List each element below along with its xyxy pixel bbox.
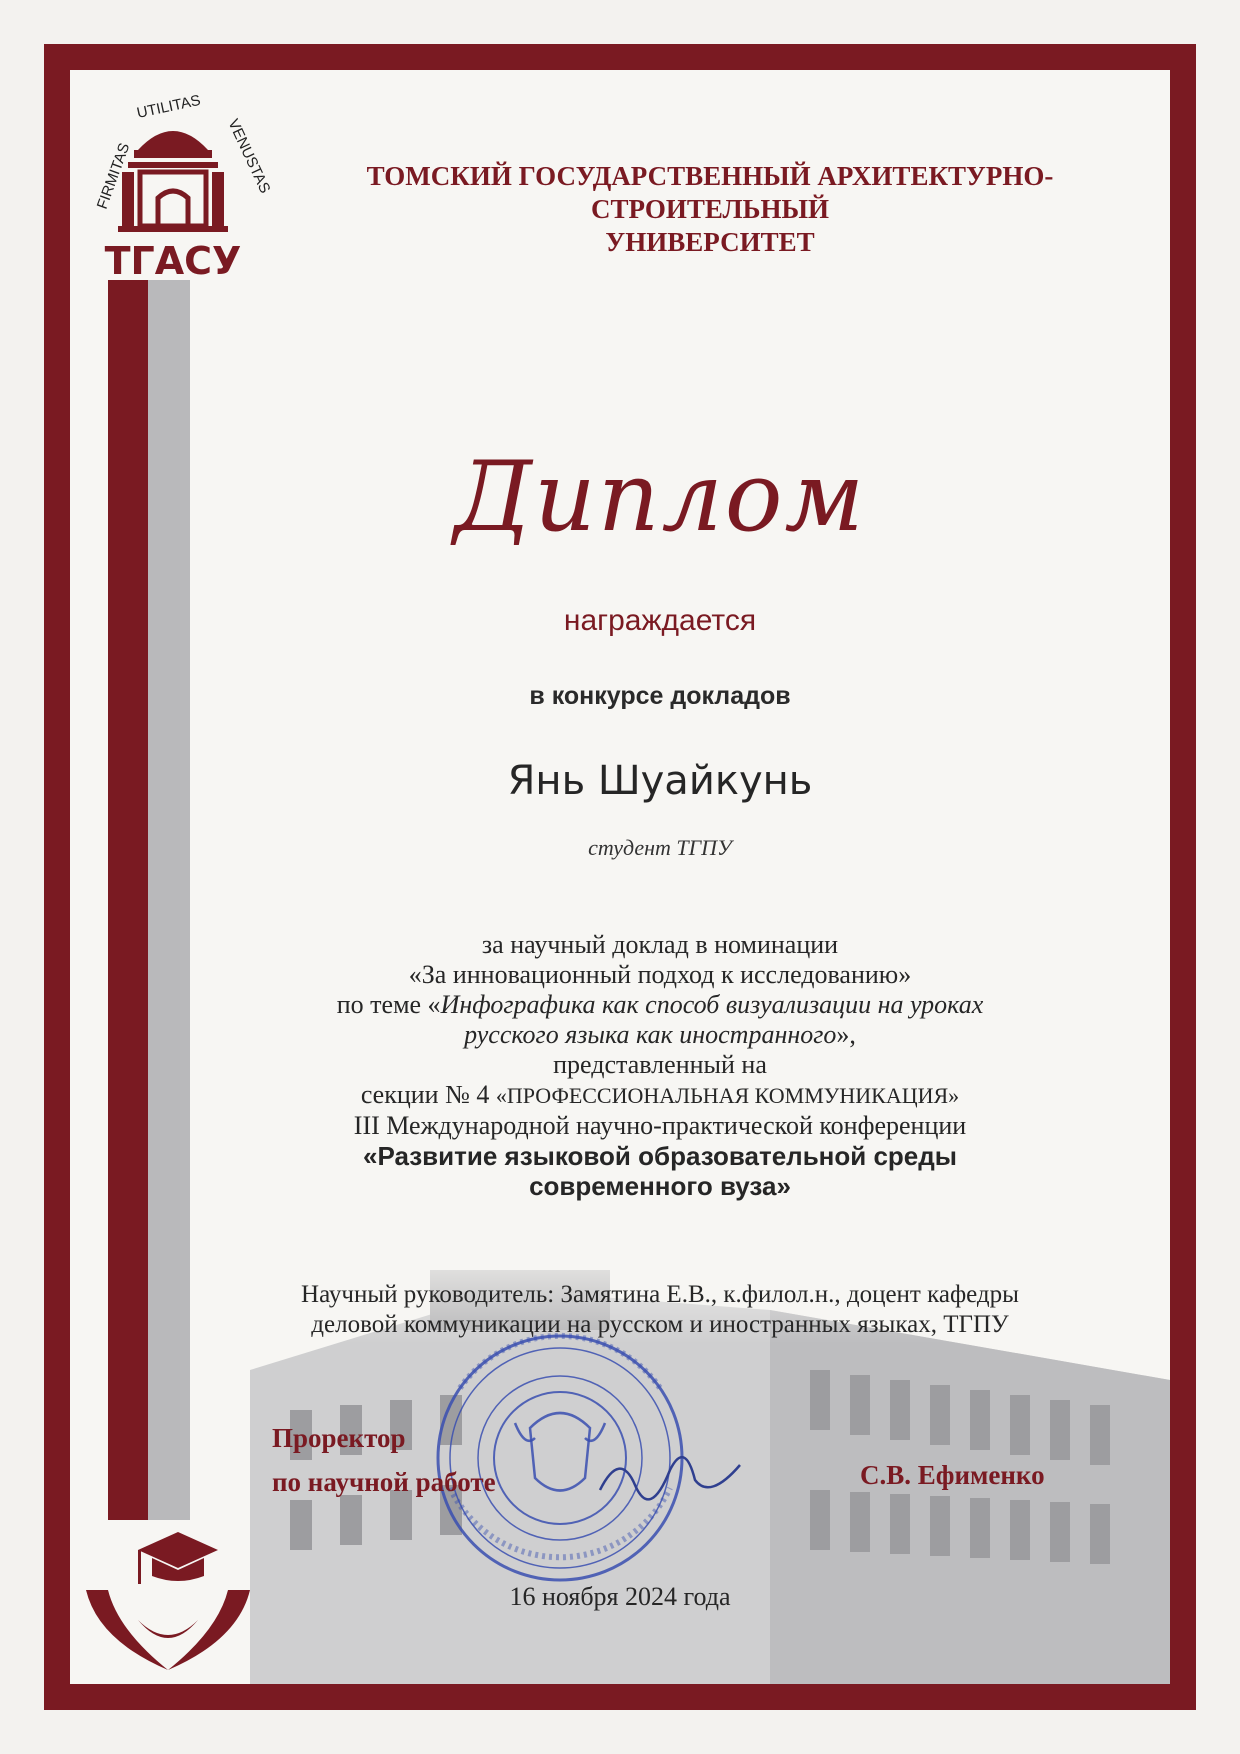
university-title-line2: УНИВЕРСИТЕТ [605, 227, 815, 257]
description-line-1: за научный доклад в номинации [481, 930, 839, 959]
university-title [270, 160, 1150, 259]
signature-icon [590, 1430, 750, 1520]
supervisor-line-1: Научный руководитель: Замятина Е.В., к.филол.н., доцент кафедры [301, 1281, 1019, 1308]
award-description [250, 930, 1070, 1201]
university-title-line1: ТОМСКИЙ ГОСУДАРСТВЕННЫЙ АРХИТЕКТУРНО-СТРОИТЕЛЬНЫЙ [366, 161, 1054, 224]
vertical-maroon-stripe [108, 280, 148, 1520]
signatory-name: С.В. Ефименко [860, 1460, 1045, 1490]
description-line-5: представленный на [553, 1050, 767, 1079]
supervisor-line-2: деловой коммуникации на русском и иностранных языках, ТГПУ [311, 1311, 1009, 1338]
tgasu-logo-lettering [78, 91, 274, 283]
topic-prefix: по теме « [336, 990, 441, 1019]
graduation-cap-hands-icon [78, 1520, 258, 1680]
recipient-name: Янь Шуайкунь [507, 758, 813, 804]
topic-suffix: », [836, 1020, 856, 1049]
motto-firmitas: FIRMITAS [93, 140, 134, 212]
awarded-label: награждается [563, 604, 757, 637]
vertical-grey-stripe [148, 280, 190, 1520]
signatory-position-line-1: Проректор [272, 1423, 406, 1453]
description-line-4 [250, 1020, 1070, 1050]
diploma-title: Диплом [453, 441, 867, 553]
topic-part-2: русского языка как иностранного [464, 1020, 837, 1049]
motto-venustas: VENUSTAS [224, 116, 274, 196]
topic-part-1: Инфографика как способ визуализации на уроках [440, 990, 984, 1019]
description-line-6 [250, 1080, 1070, 1111]
recipient-status: студент ТГПУ [588, 835, 732, 860]
signatory-position [272, 1416, 496, 1504]
description-line-3 [250, 990, 1070, 1020]
issue-date: 16 ноября 2024 года [509, 1582, 731, 1611]
logo-abbreviation: ТГАСУ [104, 239, 242, 283]
contest-label: в конкурсе докладов [529, 682, 791, 710]
description-line-2: «За инновационный подход к исследованию» [408, 960, 912, 989]
conference-title-line-1: «Развитие языковой образовательной среды [363, 1141, 957, 1171]
conference-title-line-2: современного вуза» [529, 1171, 791, 1201]
section-prefix: секции № 4 [360, 1080, 496, 1109]
section-name: «ПРОФЕССИОНАЛЬНАЯ КОММУНИКАЦИЯ» [495, 1083, 960, 1108]
signatory-position-line-2: по научной работе [272, 1467, 496, 1497]
description-line-7: III Международной научно-практической конференции [353, 1111, 967, 1140]
motto-utilitas: UTILITAS [135, 91, 203, 122]
